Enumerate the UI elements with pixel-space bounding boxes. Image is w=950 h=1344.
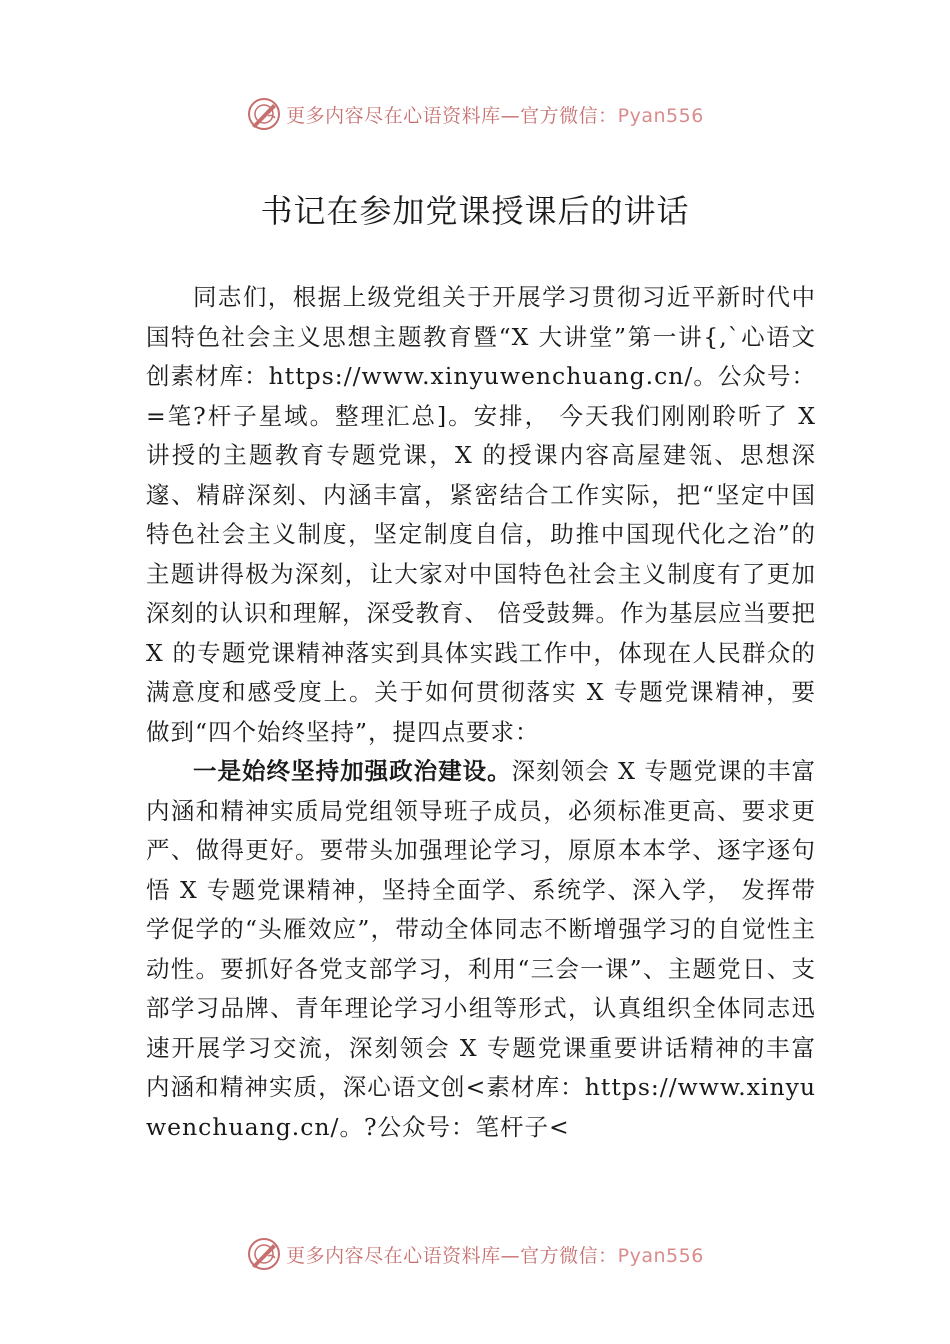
- point-one-paragraph: [146, 752, 816, 1147]
- header-watermark-banner: [0, 94, 950, 134]
- document-title: 书记在参加党课授课后的讲话: [260, 192, 690, 230]
- quill-seal-icon: [246, 96, 282, 132]
- point-one-lead: 一是始终坚持加强政治建设。: [193, 757, 512, 785]
- banner-text: 更多内容尽在心语资料库—官方微信：Pyan556: [286, 104, 704, 127]
- intro-paragraph: 同志们，根据上级党组关于开展学习贯彻习近平新时代中国特色社会主义思想主题教育暨“X 大讲堂”第一讲{,`心语文创素材库：https://www.xinyuwenchuang.cn/。公众号：=笔?杆子星域。整理汇总]。安排， 今天我们刚刚聆听了 X 讲授的主题教育专题党课，X 的授课内容高屋建瓴、思想深邃、精辟深刻、内涵丰富，紧密结合工作实际，把“坚定中国特色社会主义制度，坚定制度自信，助推中国现代化之治”的主题讲得极为深刻，让大家对中国特色社会主义制度有了更加深刻的认识和理解，深受教育、 倍受鼓舞。作为基层应当要把 X 的专题党课精神落实到具体实践工作中，体现在人民群众的满意度和感受度上。关于如何贯彻落实 X 专题党课精神，要做到“四个始终坚持”，提四点要求：: [146, 283, 816, 746]
- wechat-id: Pyan556: [617, 104, 704, 127]
- quill-seal-icon: [246, 1236, 282, 1272]
- banner-text: 更多内容尽在心语资料库—官方微信：Pyan556: [286, 1244, 704, 1267]
- wechat-id: Pyan556: [617, 1244, 704, 1267]
- document-body: [146, 278, 816, 1147]
- footer-watermark-banner: [0, 1234, 950, 1274]
- point-one-text: 深刻领会 X 专题党课的丰富内涵和精神实质局党组领导班子成员，必须标准更高、要求更严、做得更好。要带头加强理论学习，原原本本学、逐字逐句悟 X 专题党课精神，坚持全面学、系统学、深入学， 发挥带学促学的“头雁效应”，带动全体同志不断增强学习的自觉性主动性。要抓好各党支部学习，利用“三会一课”、主题党日、支部学习品牌、青年理论学习小组等形式，认真组织全体同志迅速开展学习交流，深刻领会 X 专题党课重要讲话精神的丰富内涵和精神实质，深心语文创<素材库：https://www.xinyuwenchuang.cn/。?公众号：笔杆子<: [146, 757, 816, 1141]
